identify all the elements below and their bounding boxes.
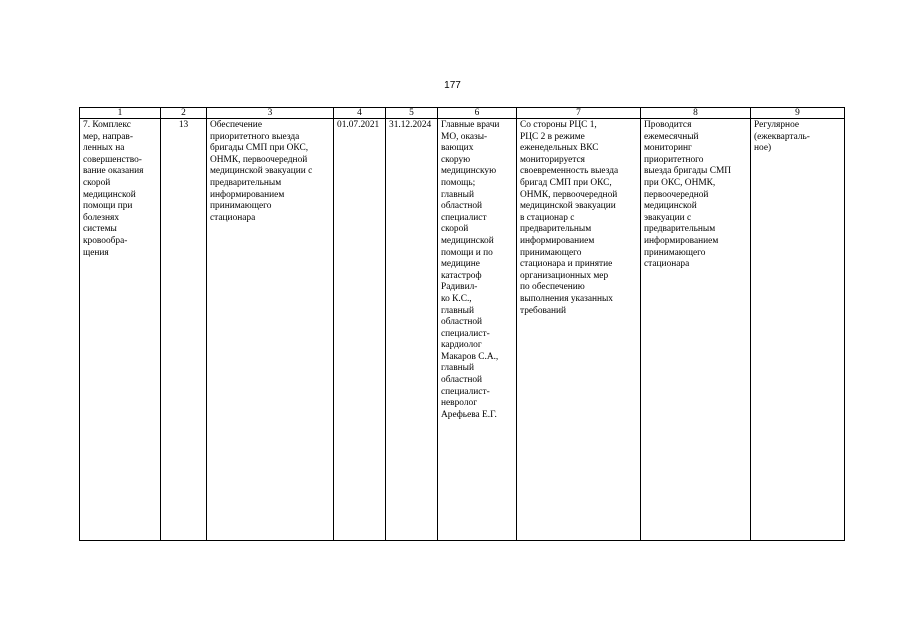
column-header: 9 (751, 108, 845, 119)
result-text: Со стороны РЦС 1, РЦС 2 в режиме еженедельных ВКС мониторируется своевременность выезда бригад СМП при ОКС, ОНМК, первоочередной медицинской эвакуации в стационар с предварительным информированием принимающего стационара и принятие организационных мер по обеспечению выполнения указанных требований (520, 120, 619, 316)
start-date-text: 01.07.2021 (337, 120, 380, 130)
column-header: 8 (641, 108, 751, 119)
column-header: 1 (80, 108, 161, 119)
measure-name-cell (80, 119, 161, 541)
column-header: 4 (334, 108, 386, 119)
monitoring-text: Проводится ежемесячный мониторинг приоритетного выезда бригады СМП при ОКС, ОНМК, первоочередной медицинской эвакуации с предварительным информированием принимающего стационара (644, 120, 732, 270)
frequency-text: Регулярное (ежекварталь- ное) (754, 120, 810, 154)
table-row (80, 119, 845, 541)
column-header: 5 (386, 108, 438, 119)
start-date-cell (334, 119, 386, 541)
item-number-text: 13 (178, 120, 189, 130)
table-header-row (80, 108, 845, 119)
measure-name-text: 7. Комплекс мер, направ- ленных на совершенство- вание оказания скорой медицинской помощи при болезнях системы кровообра- щения (83, 120, 144, 258)
column-header: 6 (438, 108, 517, 119)
end-date-text: 31.12.2024 (389, 120, 432, 130)
page-number: 177 (444, 80, 461, 91)
activity-text: Обеспечение приоритетного выезда бригады СМП при ОКС, ОНМК, первоочередной медицинской эвакуации с предварительным информированием принимающего стационара (210, 120, 313, 223)
result-cell (517, 119, 641, 541)
item-number-cell (161, 119, 207, 541)
column-header: 3 (207, 108, 334, 119)
column-header: 2 (161, 108, 207, 119)
column-header: 7 (517, 108, 641, 119)
end-date-cell (386, 119, 438, 541)
frequency-cell (751, 119, 845, 541)
activity-cell (207, 119, 334, 541)
measures-table (79, 107, 845, 541)
monitoring-cell (641, 119, 751, 541)
responsible-cell (438, 119, 517, 541)
responsible-text: Главные врачи МО, оказы- вающих скорую медицинскую помощь; главный областной специалист скорой медицинской помощи и по медицине катастроф Радивил- ко К.С., главный областной специалист- кардиолог Макаров С.А., главный областной специалист- невролог Арефьева Е.Г. (441, 120, 500, 420)
